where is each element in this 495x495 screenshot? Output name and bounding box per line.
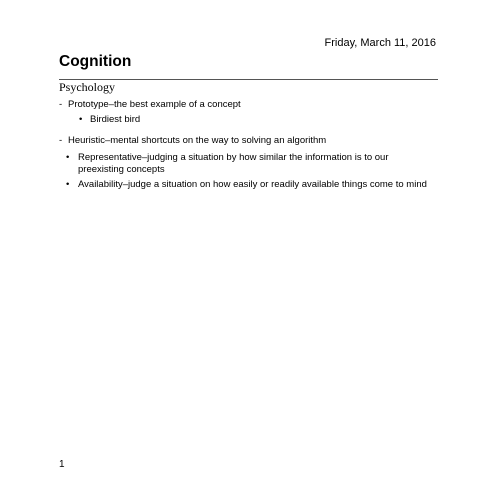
page-number: 1 (59, 459, 65, 470)
outline-item-heuristic: Heuristic–mental shortcuts on the way to solving an algorithm (68, 135, 327, 146)
bullet-icon: • (66, 179, 70, 190)
notebook-name: Psychology (59, 80, 116, 94)
outline-item-representative: Representative–judging a situation by how similar the information is to our preexisting concepts (78, 152, 389, 175)
dash-bullet-icon: - (59, 135, 63, 146)
page-title: Cognition (59, 53, 132, 70)
outline-item-prototype: Prototype–the best example of a concept (68, 99, 241, 110)
bullet-icon: • (79, 114, 83, 125)
outline-item-birdiest-bird: Birdiest bird (90, 114, 141, 125)
date-header: Friday, March 11, 2016 (324, 37, 436, 49)
bullet-icon: • (66, 152, 70, 163)
dash-bullet-icon: - (59, 99, 63, 110)
outline-item-availability: Availability–judge a situation on how easily or readily available things come to mind (78, 179, 427, 190)
title-divider (59, 79, 438, 80)
